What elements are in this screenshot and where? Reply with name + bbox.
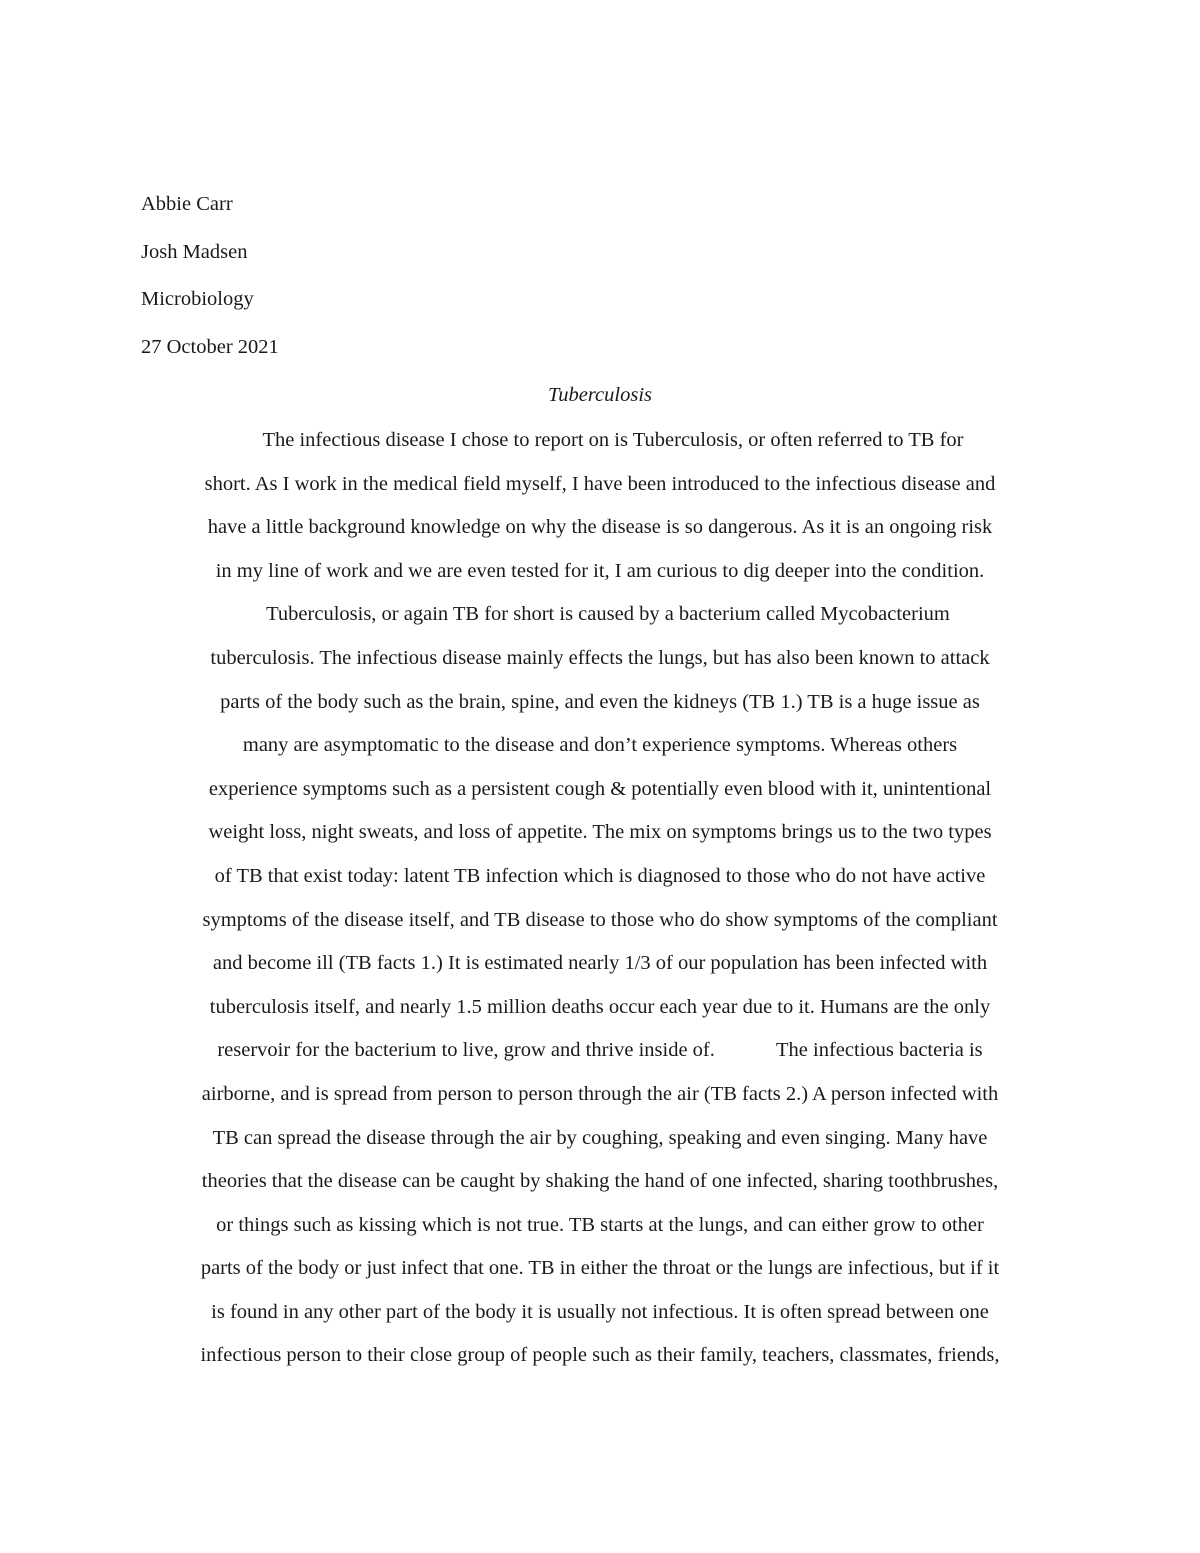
body-line: tuberculosis itself, and nearly 1.5 million deaths occur each year due to it. Humans are the only — [209, 995, 991, 1018]
body-line: many are asymptomatic to the disease and don’t experience symptoms. Whereas others — [242, 734, 958, 757]
body-line: infectious person to their close group of people such as their family, teachers, classmates, friends, — [200, 1344, 1000, 1367]
body-line: theories that the disease can be caught by shaking the hand of one infected, sharing toothbrushes, — [201, 1170, 999, 1193]
essay-header — [141, 189, 279, 379]
essay-body — [130, 425, 1070, 1384]
body-line: have a little background knowledge on why the disease is so dangerous. As it is an ongoing risk — [207, 516, 993, 539]
body-line: symptoms of the disease itself, and TB disease to those who do show symptoms of the compliant — [202, 908, 998, 931]
body-line: parts of the body such as the brain, spine, and even the kidneys (TB 1.) TB is a huge issue as — [220, 690, 980, 713]
body-line: TB can spread the disease through the air by coughing, speaking and even singing. Many have — [212, 1126, 988, 1149]
body-line: Tuberculosis, or again TB for short is caused by a bacterium called Mycobacterium — [266, 603, 950, 626]
body-line: in my line of work and we are even tested for it, I am curious to dig deeper into the condition. — [215, 559, 985, 582]
body-line: and become ill (TB facts 1.) It is estimated nearly 1/3 of our population has been infected with — [212, 952, 988, 975]
body-line: The infectious disease I chose to report on is Tuberculosis, or often referred to TB for — [262, 429, 964, 451]
body-line: tuberculosis. The infectious disease mainly effects the lungs, but has also been known to attack — [210, 646, 990, 669]
body-line: is found in any other part of the body it is usually not infectious. It is often spread between one — [211, 1300, 989, 1323]
body-line: experience symptoms such as a persistent cough & potentially even blood with it, unintentional — [208, 777, 992, 800]
essay-date: 27 October 2021 — [141, 335, 279, 358]
body-line: weight loss, night sweats, and loss of appetite. The mix on symptoms brings us to the two types — [208, 821, 992, 844]
course-name: Microbiology — [141, 288, 254, 310]
body-line: of TB that exist today: latent TB infection which is diagnosed to those who do not have active — [214, 864, 986, 887]
body-line: parts of the body or just infect that one. TB in either the throat or the lungs are infectious, but if it — [200, 1257, 1000, 1280]
body-line: or things such as kissing which is not true. TB starts at the lungs, and can either grow to other — [216, 1213, 984, 1236]
instructor-name: Josh Madsen — [141, 240, 248, 263]
body-line: short. As I work in the medical field myself, I have been introduced to the infectious disease and — [204, 472, 996, 495]
body-line: airborne, and is spread from person to person through the air (TB facts 2.) A person infected with — [201, 1082, 999, 1105]
body-line: reservoir for the bacterium to live, grow and thrive inside of. The infectious bacteria is — [217, 1039, 983, 1062]
essay-title: Tuberculosis — [547, 384, 653, 406]
student-name: Abbie Carr — [141, 193, 233, 215]
